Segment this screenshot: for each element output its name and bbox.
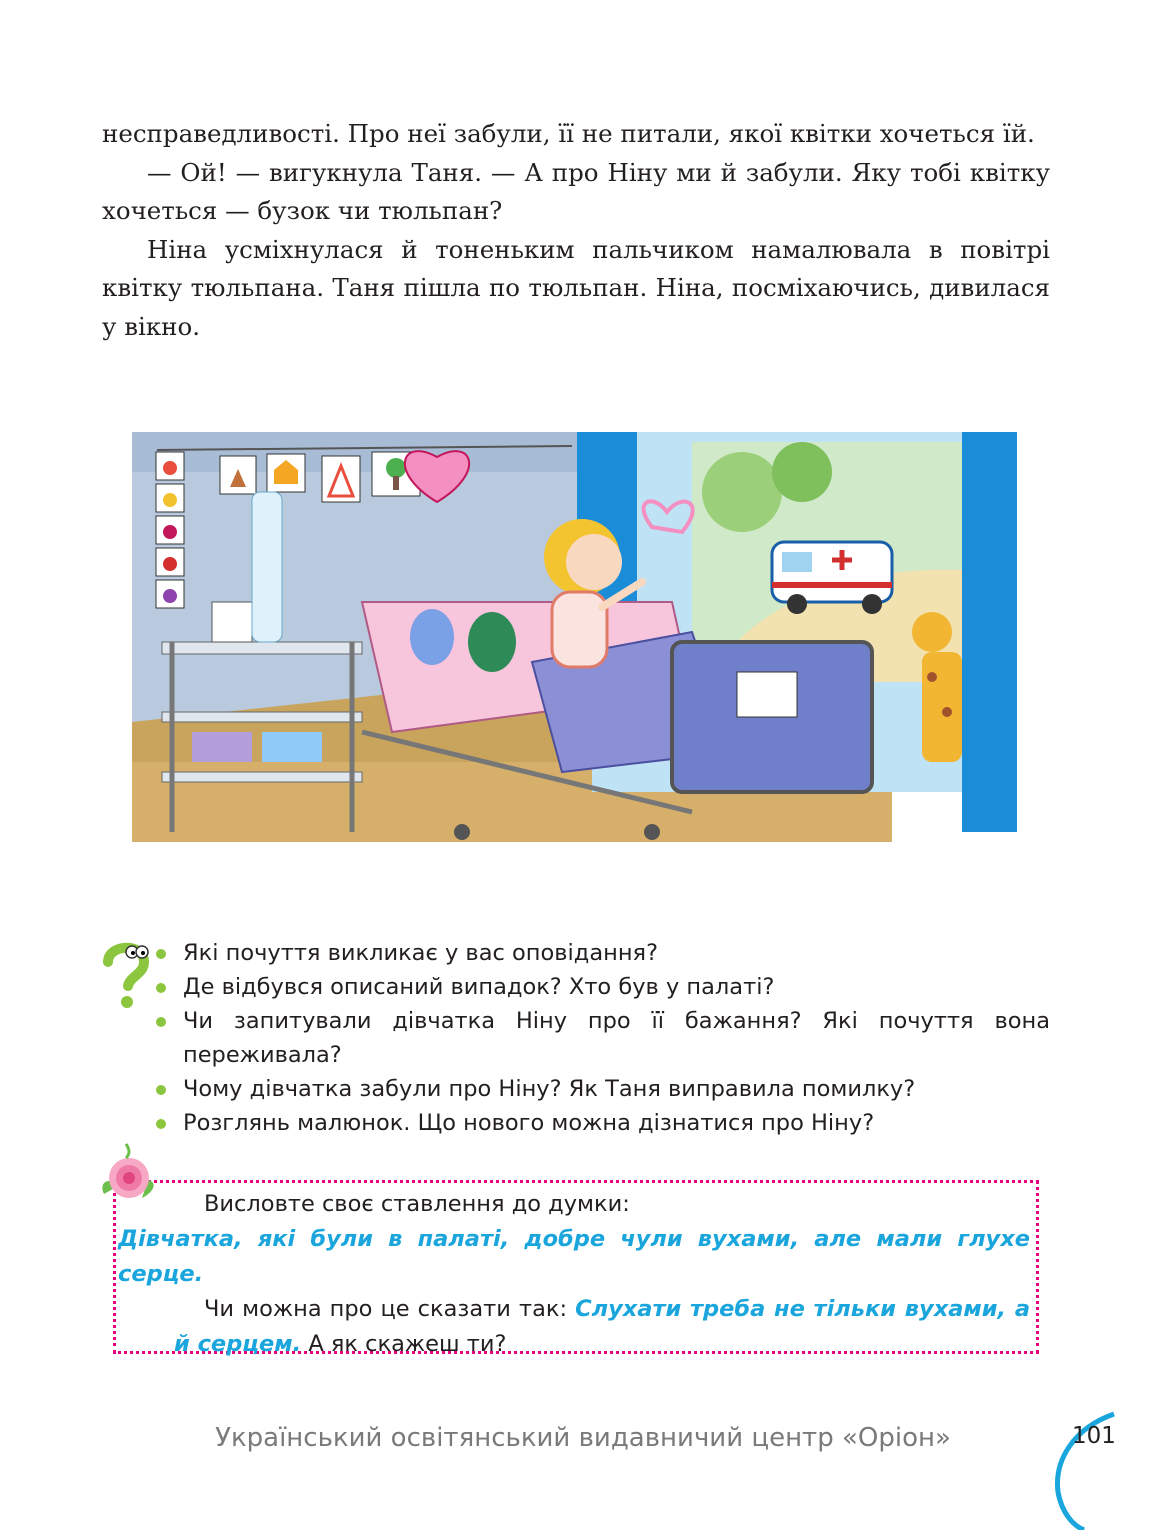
bullet-icon xyxy=(156,949,166,959)
page-number: 101 xyxy=(1072,1423,1116,1449)
bullet-icon xyxy=(156,1119,166,1129)
list-item: Де відбувся описаний випадок? Хто був у палаті? xyxy=(156,970,1050,1004)
hospital-room-illustration xyxy=(132,432,1017,842)
question-mark-icon xyxy=(100,940,156,1010)
saying-text: Слухати треба не тільки вухами, а й серцем. xyxy=(174,1296,1031,1357)
question-list xyxy=(100,936,1050,1140)
story-paragraph-1: несправедливості. Про неї забули, її не питали, якої квітки хочеться їй. xyxy=(102,119,1035,148)
story-paragraph-3: Ніна усміхнулася й тоненьким пальчиком намалювала в повітрі квітку тюльпана. Таня пішла по тюльпан. Ніна, посміхаючись, дивилася у вікно. xyxy=(102,234,1050,341)
story-text xyxy=(102,115,1050,346)
bunny-toy-icon xyxy=(410,609,454,665)
quote-box xyxy=(113,1180,1039,1357)
publisher-footer: Український освітянський видавничий центр «Оріон» xyxy=(215,1423,951,1453)
ambulance-icon xyxy=(772,542,892,614)
quote-text: Дівчатка, які були в палаті, добре чули вухами, але мали глухе серце. xyxy=(118,1226,1030,1287)
list-item: Чому дівчатка забули про Ніну? Як Таня виправила помилку? xyxy=(156,1072,1050,1106)
list-item: Розглянь малюнок. Що нового можна дізнатися про Ніну? xyxy=(156,1106,1050,1140)
list-item: Які почуття викликає у вас оповідання? xyxy=(156,936,1050,970)
question-prefix: Чи можна про це сказати так: xyxy=(204,1296,568,1322)
quote-intro: Висловте своє ставлення до думки: xyxy=(204,1191,630,1217)
bullet-icon xyxy=(156,983,166,993)
bullet-icon xyxy=(156,1085,166,1095)
story-paragraph-2: — Ой! — вигукнула Таня. — А про Ніну ми й забули. Яку тобі квітку хочеться — бузок чи тюльпан? xyxy=(102,157,1050,225)
flower-icon xyxy=(96,1142,162,1212)
questions-section xyxy=(100,936,1050,1140)
bullet-icon xyxy=(156,1017,166,1027)
question-suffix: А як скажеш ти? xyxy=(308,1331,507,1357)
dragon-toy-icon xyxy=(468,612,516,672)
list-item: Чи запитували дівчатка Ніну про її бажання? Які почуття вона переживала? xyxy=(156,1004,1050,1072)
